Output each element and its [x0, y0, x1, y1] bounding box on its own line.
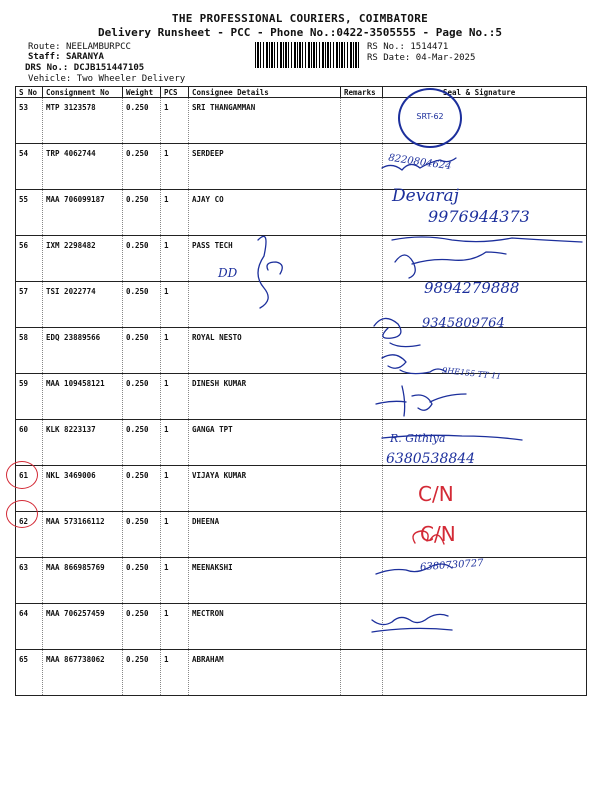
staff-value: SARANYA [65, 52, 104, 62]
rs-date-info [367, 53, 475, 64]
cell-consignment: MAA 109458121 [43, 374, 123, 420]
cell-consignee: DHEENA [189, 512, 341, 558]
table-header-row [16, 87, 587, 98]
cell-consignee: PASS TECH [189, 236, 341, 282]
cell-sno: 62 [16, 512, 43, 558]
route-label: Route: [28, 42, 61, 52]
cell-consignee: DINESH KUMAR [189, 374, 341, 420]
drs-info [25, 63, 144, 74]
cell-consignment: MAA 573166112 [43, 512, 123, 558]
cell-sno: 58 [16, 328, 43, 374]
cell-remarks [341, 282, 383, 328]
cell-sno: 54 [16, 144, 43, 190]
cell-remarks [341, 466, 383, 512]
cell-remarks [341, 558, 383, 604]
cell-weight: 0.250 [123, 144, 161, 190]
cell-remarks [341, 420, 383, 466]
cell-consignment: MAA 706257459 [43, 604, 123, 650]
cell-signature [383, 328, 587, 374]
cell-weight: 0.250 [123, 558, 161, 604]
cell-remarks [341, 98, 383, 144]
cell-pcs: 1 [161, 650, 189, 696]
staff-label: Staff: [28, 52, 61, 62]
mark-62: C/N [418, 482, 454, 506]
runsheet-table [15, 86, 587, 696]
cell-pcs: 1 [161, 374, 189, 420]
cell-consignee: ABRAHAM [189, 650, 341, 696]
cell-sno: 63 [16, 558, 43, 604]
cell-pcs: 1 [161, 282, 189, 328]
cell-consignment: NKL 3469006 [43, 466, 123, 512]
cell-pcs: 1 [161, 420, 189, 466]
header-consignee: Consignee Details [189, 87, 341, 98]
table-row [16, 604, 587, 650]
runsheet-subtitle: Delivery Runsheet - PCC - Phone No.:0422-3505555 - Page No.:5 [98, 26, 502, 39]
cell-weight: 0.250 [123, 604, 161, 650]
cell-remarks [341, 190, 383, 236]
name-61: R. Githiya [390, 432, 446, 445]
phone-54: 8220804624 [387, 152, 453, 173]
cell-signature [383, 374, 587, 420]
cell-consignee: MECTRON [189, 604, 341, 650]
cell-consignee: ROYAL NESTO [189, 328, 341, 374]
table-row [16, 420, 587, 466]
cell-pcs: 1 [161, 144, 189, 190]
header-remarks: Remarks [341, 87, 383, 98]
route-value: NEELAMBURPCC [65, 42, 131, 52]
cell-signature [383, 512, 587, 558]
cell-pcs: 1 [161, 98, 189, 144]
cell-consignee: MEENAKSHI [189, 558, 341, 604]
cell-signature [383, 466, 587, 512]
cell-consignment: EDQ 23889566 [43, 328, 123, 374]
cell-sno: 59 [16, 374, 43, 420]
cell-signature [383, 558, 587, 604]
cell-sno: 56 [16, 236, 43, 282]
cell-weight: 0.250 [123, 190, 161, 236]
cell-consignee: SRI THANGAMMAN [189, 98, 341, 144]
table-row [16, 650, 587, 696]
staff-info [28, 52, 104, 63]
header-pcs: PCS [161, 87, 189, 98]
cell-sno: 60 [16, 420, 43, 466]
cell-signature [383, 650, 587, 696]
cell-pcs: 1 [161, 512, 189, 558]
rs-date-value: 04-Mar-2025 [415, 53, 476, 63]
cell-sno: 64 [16, 604, 43, 650]
cell-pcs: 1 [161, 558, 189, 604]
seal-stamp [398, 88, 462, 148]
cell-signature [383, 604, 587, 650]
table-row [16, 328, 587, 374]
stamp-text: SRT-62 [416, 112, 444, 121]
header-signature: Seal & Signature [383, 87, 587, 98]
table-row [16, 144, 587, 190]
cell-weight: 0.250 [123, 328, 161, 374]
rs-no-info [367, 42, 448, 53]
vehicle-value: Two Wheeler Delivery [76, 74, 186, 84]
cell-weight: 0.250 [123, 420, 161, 466]
cell-weight: 0.250 [123, 236, 161, 282]
vehicle-label: Vehicle: [28, 74, 72, 84]
table-row [16, 374, 587, 420]
cell-weight: 0.250 [123, 98, 161, 144]
cell-sno: 55 [16, 190, 43, 236]
cell-consignment: IXM 2298482 [43, 236, 123, 282]
cell-pcs: 1 [161, 328, 189, 374]
header-consignment: Consignment No [43, 87, 123, 98]
cell-consignee: SERDEEP [189, 144, 341, 190]
cell-consignment: MAA 867738062 [43, 650, 123, 696]
note-57: DD [218, 266, 238, 280]
table-row [16, 466, 587, 512]
red-circle-63 [6, 500, 38, 528]
rs-date-label: RS Date: [367, 53, 411, 63]
cell-remarks [341, 236, 383, 282]
phone-61: 6380538844 [386, 451, 476, 467]
table-row [16, 98, 587, 144]
cell-weight: 0.250 [123, 466, 161, 512]
table-row [16, 512, 587, 558]
table-row [16, 236, 587, 282]
cell-pcs: 1 [161, 236, 189, 282]
cell-consignment: MAA 866985769 [43, 558, 123, 604]
red-circle-62 [6, 461, 38, 489]
cell-consignment: TSI 2022774 [43, 282, 123, 328]
name-55: Devaraj [392, 186, 459, 206]
phone-59: 9HE155 TT 11 [441, 365, 502, 382]
phone-58: 9345809764 [422, 316, 505, 331]
cell-consignment: KLK 8223137 [43, 420, 123, 466]
rs-no-value: 1514471 [410, 42, 449, 52]
mark-63: C/N [420, 522, 456, 546]
runsheet-title: THE PROFESSIONAL COURIERS, COIMBATORE [171, 12, 429, 25]
cell-remarks [341, 374, 383, 420]
drs-value: DCJB151447105 [73, 63, 145, 73]
cell-remarks [341, 328, 383, 374]
cell-pcs: 1 [161, 466, 189, 512]
cell-pcs: 1 [161, 604, 189, 650]
cell-consignee [189, 282, 341, 328]
barcode [255, 42, 361, 68]
cell-sno: 61 [16, 466, 43, 512]
header-sno: S No [16, 87, 43, 98]
phone-64: 6380730727 [419, 557, 484, 574]
table-body [16, 98, 587, 696]
cell-remarks [341, 650, 383, 696]
cell-weight: 0.250 [123, 650, 161, 696]
vehicle-info [28, 74, 185, 85]
cell-sno: 53 [16, 98, 43, 144]
phone-55: 9976944373 [428, 207, 530, 226]
cell-consignment: TRP 4062744 [43, 144, 123, 190]
drs-label: DRS No.: [25, 63, 69, 73]
cell-consignment: MTP 3123578 [43, 98, 123, 144]
cell-weight: 0.250 [123, 374, 161, 420]
cell-consignment: MAA 706099187 [43, 190, 123, 236]
cell-signature [383, 236, 587, 282]
cell-sno: 65 [16, 650, 43, 696]
cell-pcs: 1 [161, 190, 189, 236]
table-row [16, 558, 587, 604]
cell-remarks [341, 512, 383, 558]
cell-remarks [341, 144, 383, 190]
cell-consignee: AJAY CO [189, 190, 341, 236]
cell-consignee: VIJAYA KUMAR [189, 466, 341, 512]
cell-consignee: GANGA TPT [189, 420, 341, 466]
cell-weight: 0.250 [123, 512, 161, 558]
cell-sno: 57 [16, 282, 43, 328]
phone-57: 9894279888 [424, 279, 520, 297]
cell-weight: 0.250 [123, 282, 161, 328]
rs-no-label: RS No.: [367, 42, 405, 52]
header-weight: Weight [123, 87, 161, 98]
cell-remarks [341, 604, 383, 650]
